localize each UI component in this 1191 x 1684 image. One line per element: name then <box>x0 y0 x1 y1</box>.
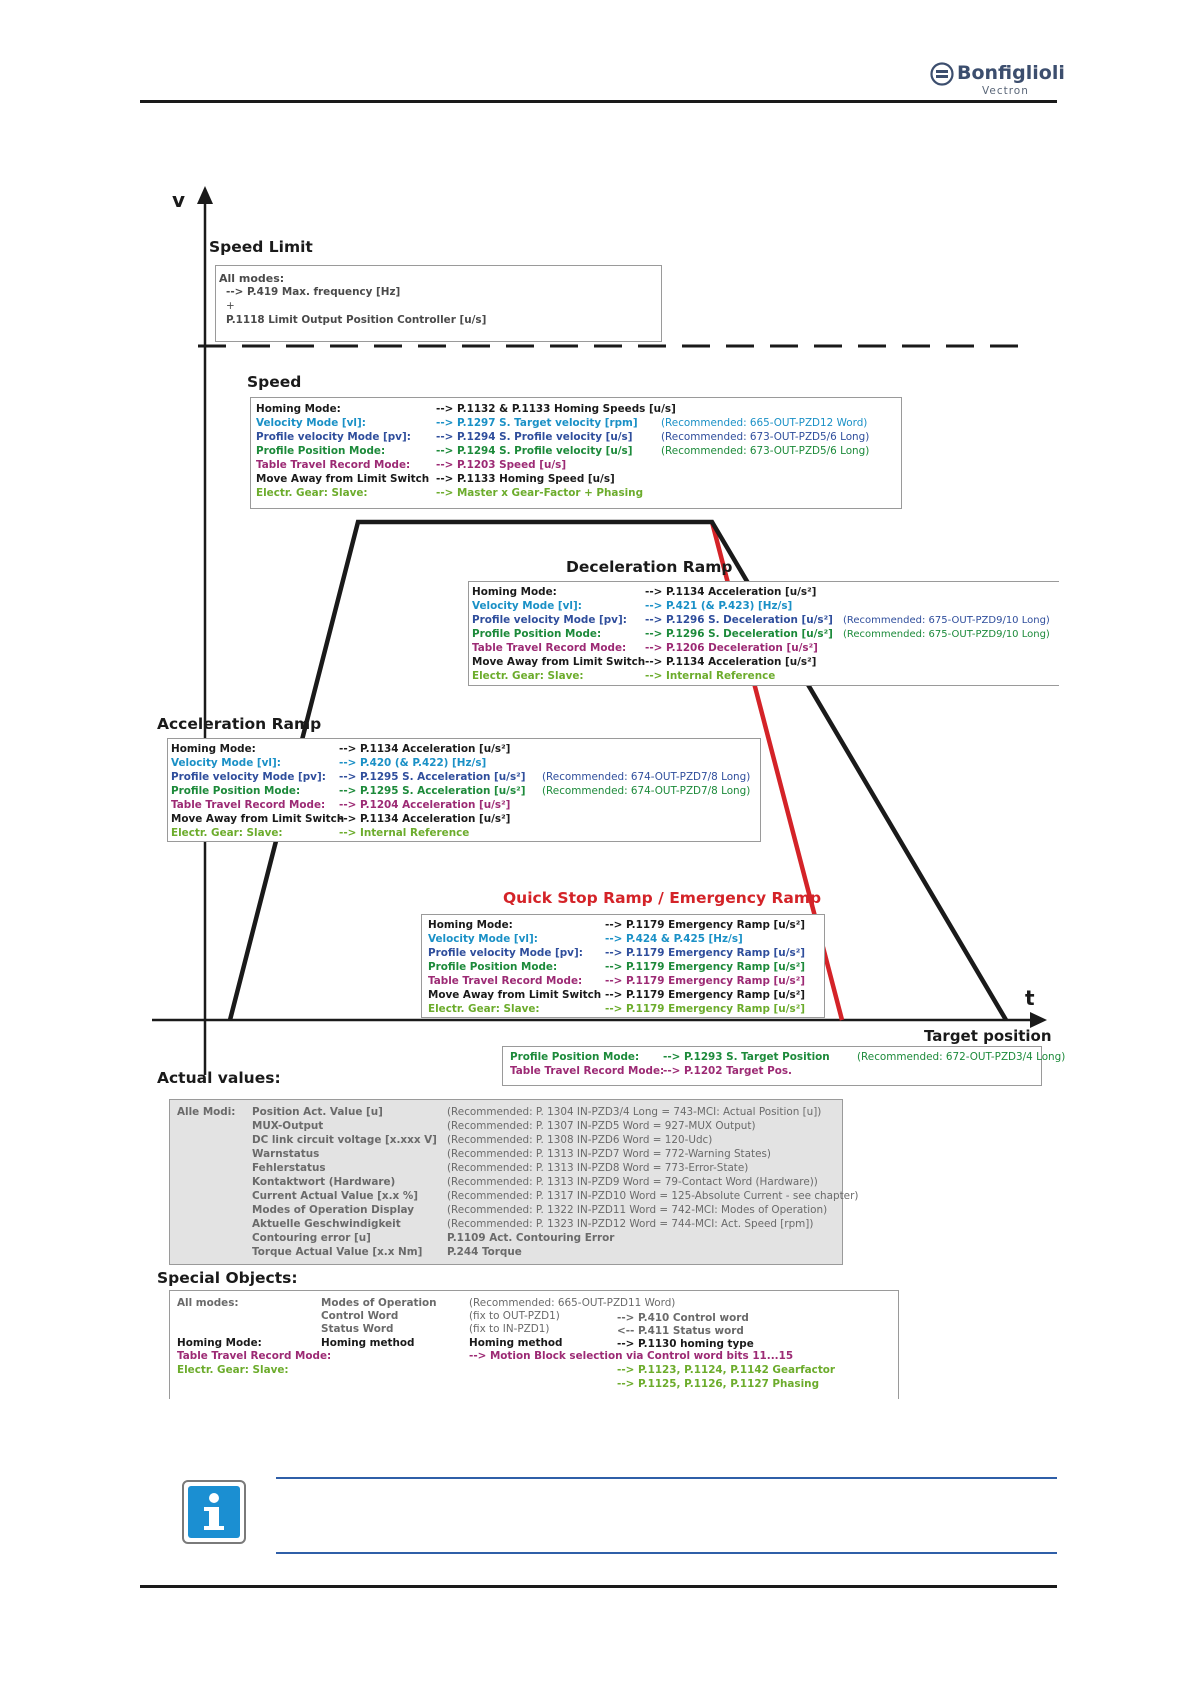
info-rule-bottom <box>276 1552 1057 1554</box>
qs-mode-velocity: Velocity Mode [vl]: <box>428 933 538 945</box>
speed-limit-line-2: --> P.419 Max. frequency [Hz] <box>226 286 401 298</box>
actual-rec-fehlerstatus: (Recommended: P. 1313 IN-PZD8 Word = 773-Error-State) <box>447 1162 749 1174</box>
decel-rec-profile-position: (Recommended: 675-OUT-PZD9/10 Long) <box>843 629 1050 640</box>
t-axis-arrow <box>1030 1012 1047 1028</box>
target-mode-table-travel: Table Travel Record Mode: <box>510 1065 665 1077</box>
speed-value-profile-position: --> P.1294 S. Profile velocity [u/s] <box>436 445 633 457</box>
speed-mode-limit-switch: Move Away from Limit Switch <box>256 473 430 485</box>
decel-mode-profile-velocity: Profile velocity Mode [pv]: <box>472 614 627 626</box>
target-value-table-travel: --> P.1202 Target Pos. <box>663 1065 792 1077</box>
speed-limit-line-1: All modes: <box>219 272 285 285</box>
actual-name-contouring: Contouring error [u] <box>252 1232 371 1244</box>
quickstop-box <box>421 914 825 1018</box>
decel-value-profile-velocity: --> P.1296 S. Deceleration [u/s²] <box>645 614 833 626</box>
special-control-word: Control Word <box>321 1310 399 1322</box>
speed-box <box>250 397 902 509</box>
speed-rec-velocity: (Recommended: 665-OUT-PZD12 Word) <box>661 417 868 429</box>
speed-title: Speed <box>247 373 302 391</box>
actual-values-box <box>169 1099 859 1265</box>
qs-value-profile-velocity: --> P.1179 Emergency Ramp [u/s²] <box>605 947 805 959</box>
special-motion-block: --> Motion Block selection via Control word bits 11...15 <box>469 1350 794 1362</box>
deceleration-ramp-title: Deceleration Ramp <box>566 558 733 576</box>
special-all-modes-label: All modes: <box>177 1297 239 1309</box>
actual-rec-warnstatus: (Recommended: P. 1313 IN-PZD7 Word = 772-Warning States) <box>447 1148 771 1160</box>
decel-mode-limit-switch: Move Away from Limit Switch <box>472 656 646 668</box>
target-value-profile-position: --> P.1293 S. Target Position <box>663 1051 830 1063</box>
speed-mode-table-travel: Table Travel Record Mode: <box>256 459 411 471</box>
actual-name-torque: Torque Actual Value [x.x Nm] <box>252 1246 423 1258</box>
decel-value-limit-switch: --> P.1134 Acceleration [u/s²] <box>645 656 817 668</box>
speed-limit-line-4: P.1118 Limit Output Position Controller [u/s] <box>226 314 487 326</box>
accel-value-velocity: --> P.420 (& P.422) [Hz/s] <box>339 757 487 769</box>
acceleration-ramp-title: Acceleration Ramp <box>157 715 322 733</box>
quickstop-ramp-title: Quick Stop Ramp / Emergency Ramp <box>503 889 822 907</box>
accel-value-profile-position: --> P.1295 S. Acceleration [u/s²] <box>339 785 526 797</box>
special-status-word: Status Word <box>321 1323 394 1335</box>
qs-value-limit-switch: --> P.1179 Emergency Ramp [u/s²] <box>605 989 805 1001</box>
actual-rec-modes-display: (Recommended: P. 1322 IN-PZD11 Word = 742-MCI: Modes of Operation) <box>447 1204 828 1216</box>
special-homing-method-2: Homing method <box>469 1337 563 1349</box>
qs-value-electr-gear: --> P.1179 Emergency Ramp [u/s²] <box>605 1003 805 1015</box>
decel-value-velocity: --> P.421 (& P.423) [Hz/s] <box>645 600 793 612</box>
speed-mode-profile-velocity: Profile velocity Mode [pv]: <box>256 431 411 443</box>
actual-rec-kontaktwort: (Recommended: P. 1313 IN-PZD9 Word = 79-Contact Word (Hardware)) <box>447 1176 818 1188</box>
actual-name-dc-link: DC link circuit voltage [x.xxx V] <box>252 1134 437 1146</box>
speed-value-table-travel: --> P.1203 Speed [u/s] <box>436 459 567 471</box>
decel-value-electr-gear: --> Internal Reference <box>645 670 776 682</box>
speed-limit-line-3: + <box>226 300 235 312</box>
actual-rec-current: (Recommended: P. 1317 IN-PZD10 Word = 125-Absolute Current - see chapter) <box>447 1190 859 1202</box>
speed-value-limit-switch: --> P.1133 Homing Speed [u/s] <box>436 473 615 485</box>
accel-mode-profile-position: Profile Position Mode: <box>171 785 301 797</box>
actual-values-title: Actual values: <box>157 1069 281 1087</box>
actual-label-all-modes: Alle Modi: <box>177 1106 236 1118</box>
special-modes-rec: (Recommended: 665-OUT-PZD11 Word) <box>469 1297 676 1309</box>
actual-rec-contouring: P.1109 Act. Contouring Error <box>447 1232 615 1244</box>
accel-mode-velocity: Velocity Mode [vl]: <box>171 757 281 769</box>
deceleration-box <box>468 581 1059 686</box>
actual-rec-position: (Recommended: P. 1304 IN-PZD3/4 Long = 743-MCI: Actual Position [u]) <box>447 1106 822 1118</box>
v-axis-label: v <box>172 188 186 212</box>
speed-mode-velocity: Velocity Mode [vl]: <box>256 417 366 429</box>
footer-rule <box>140 1585 1057 1588</box>
qs-value-profile-position: --> P.1179 Emergency Ramp [u/s²] <box>605 961 805 973</box>
qs-mode-homing: Homing Mode: <box>428 919 513 931</box>
speed-mode-homing: Homing Mode: <box>256 403 341 415</box>
actual-name-fehlerstatus: Fehlerstatus <box>252 1162 326 1174</box>
actual-name-geschwindigkeit: Aktuelle Geschwindigkeit <box>252 1218 401 1230</box>
accel-value-table-travel: --> P.1204 Acceleration [u/s²] <box>339 799 511 811</box>
actual-name-mux: MUX-Output <box>252 1120 324 1132</box>
speed-limit-box <box>215 265 662 342</box>
target-rec-profile-position: (Recommended: 672-OUT-PZD3/4 Long) <box>857 1051 1066 1063</box>
qs-mode-electr-gear: Electr. Gear: Slave: <box>428 1003 540 1015</box>
decel-mode-table-travel: Table Travel Record Mode: <box>472 642 627 654</box>
special-homing-mode-label: Homing Mode: <box>177 1337 262 1349</box>
target-position-box <box>502 1046 1066 1086</box>
actual-name-kontaktwort: Kontaktwort (Hardware) <box>252 1176 396 1188</box>
special-status-word-param: <-- P.411 Status word <box>617 1325 744 1337</box>
special-status-word-fix: (fix to IN-PZD1) <box>469 1323 550 1335</box>
decel-mode-electr-gear: Electr. Gear: Slave: <box>472 670 584 682</box>
accel-mode-limit-switch: Move Away from Limit Switch <box>171 813 345 825</box>
accel-value-profile-velocity: --> P.1295 S. Acceleration [u/s²] <box>339 771 526 783</box>
speed-value-profile-velocity: --> P.1294 S. Profile velocity [u/s] <box>436 431 633 443</box>
accel-mode-profile-velocity: Profile velocity Mode [pv]: <box>171 771 326 783</box>
accel-value-limit-switch: --> P.1134 Acceleration [u/s²] <box>339 813 511 825</box>
accel-mode-homing: Homing Mode: <box>171 743 256 755</box>
special-control-word-fix: (fix to OUT-PZD1) <box>469 1310 560 1322</box>
decel-mode-velocity: Velocity Mode [vl]: <box>472 600 582 612</box>
qs-mode-limit-switch: Move Away from Limit Switch <box>428 989 602 1001</box>
acceleration-box <box>167 738 761 842</box>
actual-name-modes-display: Modes of Operation Display <box>252 1204 415 1216</box>
decel-rec-profile-velocity: (Recommended: 675-OUT-PZD9/10 Long) <box>843 615 1050 626</box>
special-control-word-param: --> P.410 Control word <box>617 1312 749 1324</box>
decel-value-homing: --> P.1134 Acceleration [u/s²] <box>645 586 817 598</box>
accel-value-homing: --> P.1134 Acceleration [u/s²] <box>339 743 511 755</box>
qs-mode-table-travel: Table Travel Record Mode: <box>428 975 583 987</box>
decel-mode-profile-position: Profile Position Mode: <box>472 628 602 640</box>
speed-mode-electr-gear: Electr. Gear: Slave: <box>256 487 368 499</box>
actual-rec-dc-link: (Recommended: P. 1308 IN-PZD6 Word = 120-Udc) <box>447 1134 713 1146</box>
special-modes-of-operation: Modes of Operation <box>321 1297 437 1309</box>
speed-value-velocity: --> P.1297 S. Target velocity [rpm] <box>436 417 638 429</box>
speed-limit-title: Speed Limit <box>209 238 313 256</box>
decel-mode-homing: Homing Mode: <box>472 586 557 598</box>
accel-mode-electr-gear: Electr. Gear: Slave: <box>171 827 283 839</box>
actual-rec-torque: P.244 Torque <box>447 1246 522 1258</box>
actual-name-warnstatus: Warnstatus <box>252 1148 320 1160</box>
special-gearfactor: --> P.1123, P.1124, P.1142 Gearfactor <box>617 1364 836 1376</box>
info-rule-top <box>276 1477 1057 1479</box>
actual-rec-mux: (Recommended: P. 1307 IN-PZD5 Word = 927-MUX Output) <box>447 1120 756 1132</box>
speed-value-electr-gear: --> Master x Gear-Factor + Phasing <box>436 487 644 499</box>
info-icon <box>182 1480 246 1544</box>
special-table-travel-label: Table Travel Record Mode: <box>177 1350 332 1362</box>
speed-mode-profile-position: Profile Position Mode: <box>256 445 386 457</box>
t-axis-label: t <box>1025 986 1035 1010</box>
special-phasing: --> P.1125, P.1126, P.1127 Phasing <box>617 1378 820 1390</box>
accel-mode-table-travel: Table Travel Record Mode: <box>171 799 326 811</box>
qs-value-homing: --> P.1179 Emergency Ramp [u/s²] <box>605 919 805 931</box>
decel-value-table-travel: --> P.1206 Deceleration [u/s²] <box>645 642 818 654</box>
speed-rec-profile-position: (Recommended: 673-OUT-PZD5/6 Long) <box>661 445 870 457</box>
special-homing-method: Homing method <box>321 1337 415 1349</box>
actual-name-current: Current Actual Value [x.x %] <box>252 1190 419 1202</box>
special-objects-box <box>169 1290 899 1399</box>
special-electr-gear-label: Electr. Gear: Slave: <box>177 1364 289 1376</box>
decel-value-profile-position: --> P.1296 S. Deceleration [u/s²] <box>645 628 833 640</box>
v-axis-arrow <box>197 186 213 204</box>
special-objects-title: Special Objects: <box>157 1269 298 1287</box>
qs-mode-profile-position: Profile Position Mode: <box>428 961 558 973</box>
actual-name-position: Position Act. Value [u] <box>252 1106 383 1118</box>
logo-name: Bonfiglioli <box>957 62 1065 84</box>
accel-rec-profile-position: (Recommended: 674-OUT-PZD7/8 Long) <box>542 785 751 797</box>
target-mode-profile-position: Profile Position Mode: <box>510 1051 640 1063</box>
qs-mode-profile-velocity: Profile velocity Mode [pv]: <box>428 947 583 959</box>
accel-value-electr-gear: --> Internal Reference <box>339 827 470 839</box>
qs-value-velocity: --> P.424 & P.425 [Hz/s] <box>605 933 743 945</box>
actual-rec-geschwindigkeit: (Recommended: P. 1323 IN-PZD12 Word = 744-MCI: Act. Speed [rpm]) <box>447 1218 814 1230</box>
special-homing-type-param: --> P.1130 homing type <box>617 1338 754 1350</box>
accel-rec-profile-velocity: (Recommended: 674-OUT-PZD7/8 Long) <box>542 771 751 783</box>
speed-value-homing: --> P.1132 & P.1133 Homing Speeds [u/s] <box>436 403 676 415</box>
speed-rec-profile-velocity: (Recommended: 673-OUT-PZD5/6 Long) <box>661 431 870 443</box>
logo-subtitle: Vectron <box>982 85 1029 97</box>
target-position-label: Target position <box>924 1027 1052 1045</box>
qs-value-table-travel: --> P.1179 Emergency Ramp [u/s²] <box>605 975 805 987</box>
